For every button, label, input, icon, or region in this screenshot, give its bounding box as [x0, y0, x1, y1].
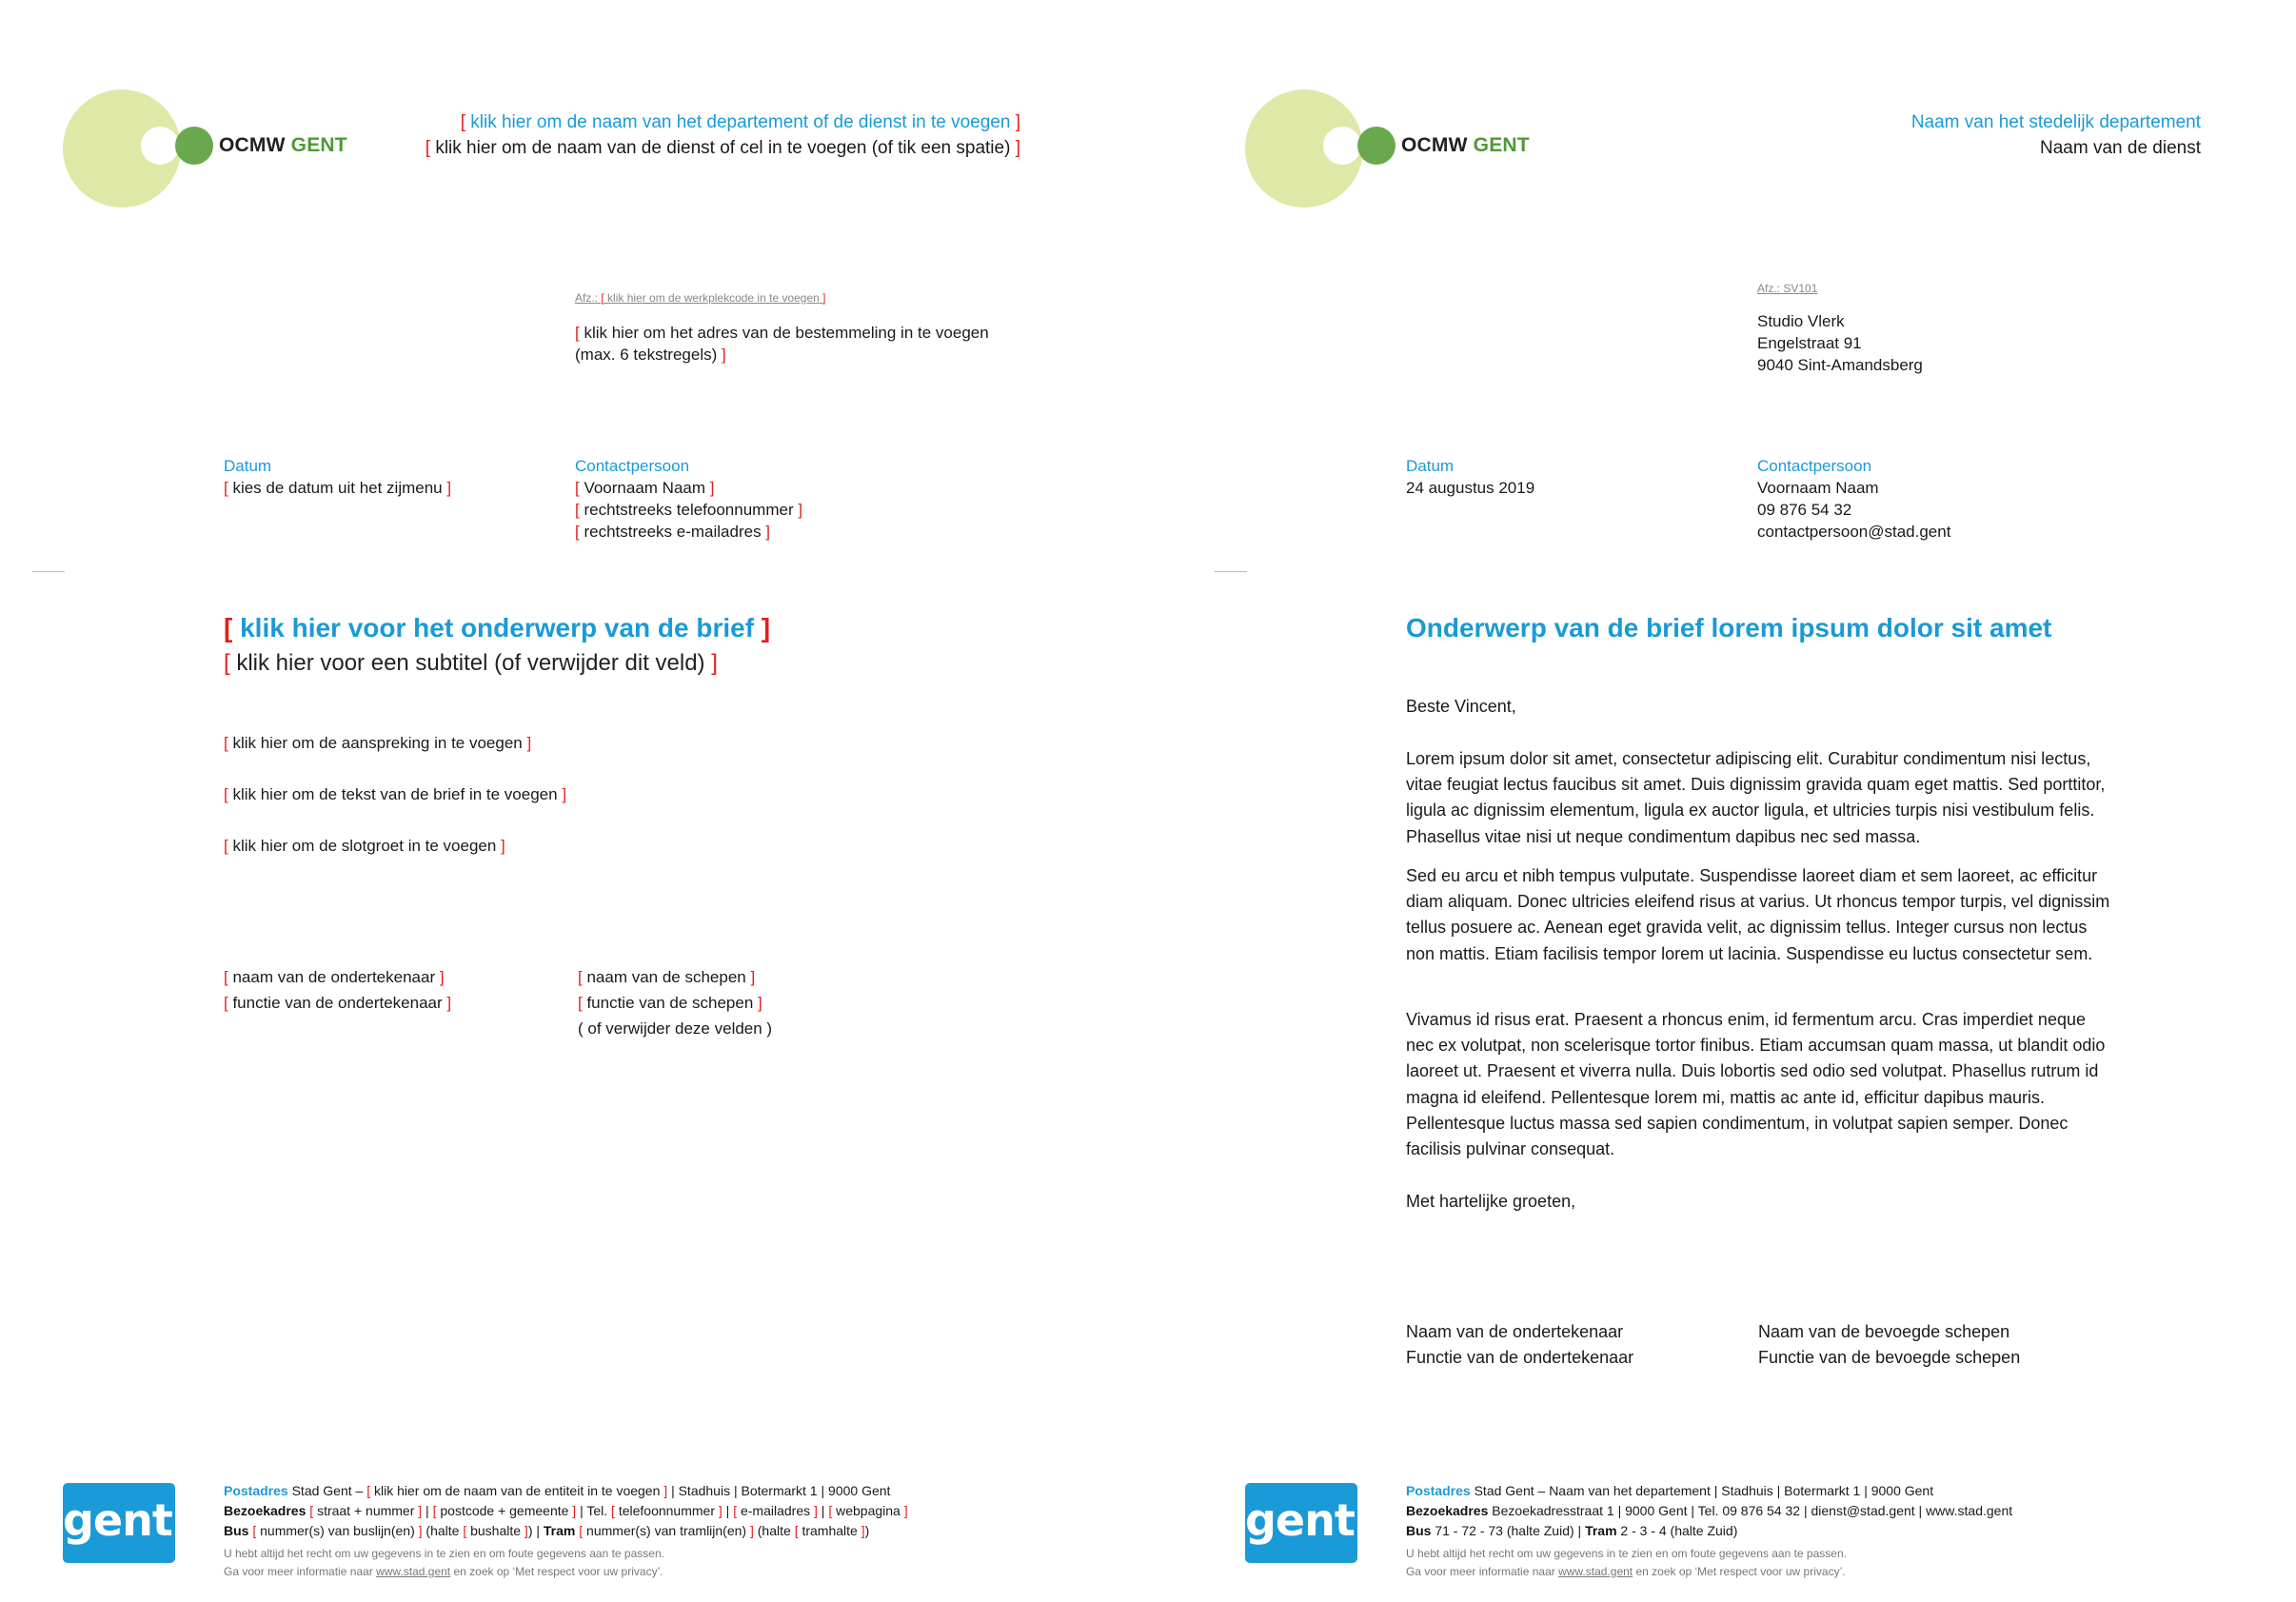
contact-block: Contactpersoon [ Voornaam Naam ] [ rechtstreeks telefoonnummer ] [ rechtstreeks e-mailadres ] [575, 457, 803, 541]
fold-mark [32, 571, 65, 572]
department-name: Naam van het stedelijk departement [1910, 112, 2201, 132]
body-paragraph-2: Sed eu arcu et nibh tempus vulputate. Suspendisse laoreet diam et sem laoreet, ac efficitur diam aliquam. Donec ultricies eleifend risus at varius. Ut rhoncus tempor turpis, vel dignissim tellus posuere ac. Aenean eget gravida velit, ac dignissim tellus. Integer cursus non lectus non mattis. Etiam facilisis tempor lorem ut lacinia. Suspendisse eu luctus consectetur sem. [1406, 866, 2110, 963]
template-letter-page: OCMW GENT [ klik hier om de naam van het departement of de dienst in te voegen ] [ klik hier om de naam van de dienst of cel in te voegen (of tik een spatie) ] Afz.: [ klik hier om de werkplekcode in te voegen ] [ klik hier om het adres van de bestemmeling in te voegen (max. 6 tekstregels) ] Datum [ kies de datum uit het zijmenu ] Contactpersoon [ Voornaam Naam ] [ rechtstreeks telefoonnummer ] [ rechtstreeks e-mailadres ] [ klik hier voor het onderwerp van de brief ] [ klik hier voor een subtitel (of verwijder dit veld) ] [ klik hier om de aanspreking in te voegen ] [ klik hier om de tekst van de brief in te voegen ] [ klik hier om de slotgroet in te voegen ] [ naam van de ondertekenaar ] [ functie van de ondertekenaar ] [ naam van de schepen ] [ functie van de schepen ] ( of verwijder deze velden ) gent: Postadres Stad Gent – [ klik hier om de naam van de entiteit in te voegen ] | Stadhuis | Botermarkt 1 | 9000 Gent Bezoekadres [ straat + nummer ] | [ postcode + gemeente ] | Tel. [ telefoonnummer ] | [ e-mailadres ] | [ webpagina ] Bus [ nummer(s) van buslijn(en) ] (halte [ bushalte ]) | Tram [ nummer(s) van tramlijn(en) ] (halte [ tramhalte ]) U hebt altijd het recht om uw gegevens in te zien en om foute gegevens aan te passen. Ga voor meer informatie naar www.stad.gent en zoek op ‘Met respect voor uw privacy’. [0, 0, 1148, 1602]
example-letter-page: OCMW GENT Naam van het stedelijk departement Naam van de dienst Afz.: SV101 Studio Vlerk Engelstraat 91 9040 Sint-Amandsberg Datum 24 augustus 2019 Contactpersoon Voornaam Naam 09 876 54 32 contactpersoon@stad.gent Onderwerp van de brief lorem ipsum dolor sit amet Beste Vincent, Lorem ipsum dolor sit amet, consectetur adipiscing elit. Curabitur condimentum nisi lectus, vitae feugiat lectus faucibus sit amet. Duis dignissim gravida quam eget mattis. Sed porttitor, ligula ac dignissim elementum, ligula ex auctor ligula, et ultricies turpis nisi vestibulum felis. Phasellus vitae nisi ut neque condimentum dapibus nec sed massa. Sed eu arcu et nibh tempus vulputate. Suspendisse laoreet diam et sem laoreet, ac efficitur diam aliquam. Donec ultricies eleifend risus at varius. Ut rhoncus tempor turpis, vel dignissim tellus posuere ac. Aenean eget gravida velit, ac dignissim tellus. Integer cursus non lectus non mattis. Etiam facilisis tempor lorem ut lacinia. Suspendisse eu luctus consectetur sem. Vivamus id risus erat. Praesent a rhoncus enim, id fermentum arcu. Cras imperdiet neque nec ex volutpat, non scelerisque tortor finibus. Etiam accumsan quam massa, ut blandit odio laoreet ut. Praesent et viverra nulla. Duis lobortis sed odio sed volutpat. Phasellus rutrum id magna id eleifend. Pellentesque lorem mi, mattis ac ante id, efficitur dapibus mauris. Pellentesque luctus massa sed sapien condimentum, in volutpat sapien semper. Donec facilisis pulvinar consequat. Met hartelijke groeten, Naam van de ondertekenaar Functie van de ondertekenaar Naam van de bevoegde schepen Functie van de bevoegde schepen gent: Postadres Stad Gent – Naam van het departement | Stadhuis | Botermarkt 1 | 9000 Gent Bezoekadres Bezoekadresstraat 1 | 9000 Gent | Tel. 09 876 54 32 | dienst@stad.gent | www.stad.gent Bus 71 - 72 - 73 (halte Zuid) | Tram 2 - 3 - 4 (halte Zuid) U hebt altijd het recht om uw gegevens in te zien en om foute gegevens aan te passen. Ga voor meer informatie naar www.stad.gent en zoek op ‘Met respect voor uw privacy’. [1148, 0, 2296, 1602]
recipient-address: Studio Vlerk Engelstraat 91 9040 Sint-Amandsberg [1757, 312, 1923, 374]
footer-bus-tram[interactable]: Bus [ nummer(s) van buslijn(en) ] (halte [ bushalte ]) | Tram [ nummer(s) van tramlijn(en) ] (halte [ tramhalte ]) [224, 1523, 870, 1538]
date-block: Datum [ kies de datum uit het zijmenu ] [224, 457, 452, 497]
schepen-block[interactable]: [ naam van de schepen ] [ functie van de schepen ] ( of verwijder deze velden ) [578, 968, 773, 1038]
subtitle-placeholder[interactable]: [ klik hier voor een subtitel (of verwijder dit veld) ] [224, 650, 718, 676]
signer-block: Naam van de ondertekenaar Functie van de ondertekenaar [1406, 1322, 1634, 1367]
salutation-placeholder[interactable]: [ klik hier om de aanspreking in te voegen ] [224, 734, 532, 752]
contact-name-placeholder[interactable]: [ Voornaam Naam ] [575, 479, 715, 497]
footer-postadres[interactable]: Postadres Stad Gent – [ klik hier om de naam van de entiteit in te voegen ] | Stadhuis | Botermarkt 1 | 9000 Gent [224, 1483, 891, 1498]
privacy-link[interactable]: www.stad.gent [376, 1565, 451, 1578]
body-paragraph-1: Lorem ipsum dolor sit amet, consectetur adipiscing elit. Curabitur condimentum nisi lectus, vitae feugiat lectus faucibus sit amet. Duis dignissim gravida quam eget mattis. Sed porttitor, ligula ac dignissim elementum, ligula ex auctor ligula, et ultricies turpis nisi vestibulum felis. Phasellus vitae nisi ut neque condimentum dapibus nec sed massa. [1406, 749, 2106, 846]
contact-email-placeholder[interactable]: [ rechtstreeks e-mailadres ] [575, 523, 771, 541]
date-block: Datum 24 augustus 2019 [1406, 457, 1535, 497]
afz-placeholder[interactable]: Afz.: [ klik hier om de werkplekcode in te voegen ] [575, 291, 826, 305]
department-placeholder[interactable]: [ klik hier om de naam van het departement of de dienst in te voegen ] [460, 112, 1020, 132]
address-placeholder[interactable]: [ klik hier om het adres van de bestemmeling in te voegen (max. 6 tekstregels) ] [575, 324, 989, 364]
body-paragraph-3: Vivamus id risus erat. Praesent a rhoncus enim, id fermentum arcu. Cras imperdiet neque nec ex volutpat, non scelerisque tortor finibus. Etiam accumsan quam massa, ut blandit odio laoreet ut. Praesent et viverra nulla. Duis lobortis sed odio sed volutpat. Phasellus rutrum id magna id eleifend. Pellentesque lorem mi, mattis ac ante id, efficitur dapibus mauris. Pellentesque luctus massa sed sapien condimentum, in volutpat sapien semper. Donec facilisis pulvinar consequat. [1406, 1010, 2106, 1159]
closing: Met hartelijke groeten, [1406, 1192, 1576, 1211]
footer: Postadres Stad Gent – Naam van het departement | Stadhuis | Botermarkt 1 | 9000 Gent Bezoekadres Bezoekadresstraat 1 | 9000 Gent | Tel. 09 876 54 32 | dienst@stad.gent | www.stad.gent Bus 71 - 72 - 73 (halte Zuid) | Tram 2 - 3 - 4 (halte Zuid) U hebt altijd het recht om uw gegevens in te zien en om foute gegevens aan te passen. Ga voor meer informatie naar www.stad.gent en zoek op ‘Met respect voor uw privacy’. [1406, 1483, 2013, 1578]
gent-logo: gent: [63, 1483, 175, 1563]
fold-mark [1215, 571, 1247, 572]
closing-placeholder[interactable]: [ klik hier om de slotgroet in te voegen ] [224, 837, 505, 855]
subject: Onderwerp van de brief lorem ipsum dolor sit amet [1406, 613, 2052, 643]
privacy-link[interactable]: www.stad.gent [1558, 1565, 1633, 1578]
subject-placeholder[interactable]: [ klik hier voor het onderwerp van de brief ] [224, 613, 771, 643]
footer-bezoekadres[interactable]: Bezoekadres [ straat + nummer ] | [ postcode + gemeente ] | Tel. [ telefoonnummer ] | [ e-mailadres ] | [ webpagina ] [224, 1503, 908, 1518]
date-placeholder[interactable]: [ kies de datum uit het zijmenu ] [224, 479, 452, 497]
footer: Postadres Stad Gent – [ klik hier om de naam van de entiteit in te voegen ] | Stadhuis | Botermarkt 1 | 9000 Gent Bezoekadres [ straat + nummer ] | [ postcode + gemeente ] | Tel. [ telefoonnummer ] | [ e-mailadres ] | [ webpagina ] Bus [ nummer(s) van buslijn(en) ] (halte [ bushalte ]) | Tram [ nummer(s) van tramlijn(en) ] (halte [ tramhalte ]) U hebt altijd het recht om uw gegevens in te zien en om foute gegevens aan te passen. Ga voor meer informatie naar www.stad.gent en zoek op ‘Met respect voor uw privacy’. [224, 1483, 908, 1578]
contact-block: Contactpersoon Voornaam Naam 09 876 54 32 contactpersoon@stad.gent [1757, 457, 1951, 541]
service-name: Naam van de dienst [2040, 138, 2201, 158]
body-placeholder[interactable]: [ klik hier om de tekst van de brief in te voegen ] [224, 785, 567, 803]
contact-phone-placeholder[interactable]: [ rechtstreeks telefoonnummer ] [575, 501, 803, 519]
afz-code: Afz.: SV101 [1757, 282, 1818, 295]
schepen-block: Naam van de bevoegde schepen Functie van de bevoegde schepen [1758, 1322, 2021, 1367]
gent-logo: gent: [1245, 1483, 1357, 1563]
service-placeholder[interactable]: [ klik hier om de naam van de dienst of cel in te voegen (of tik een spatie) ] [425, 138, 1020, 158]
signer-block[interactable]: [ naam van de ondertekenaar ] [ functie van de ondertekenaar ] [224, 968, 452, 1012]
salutation: Beste Vincent, [1406, 697, 1516, 716]
